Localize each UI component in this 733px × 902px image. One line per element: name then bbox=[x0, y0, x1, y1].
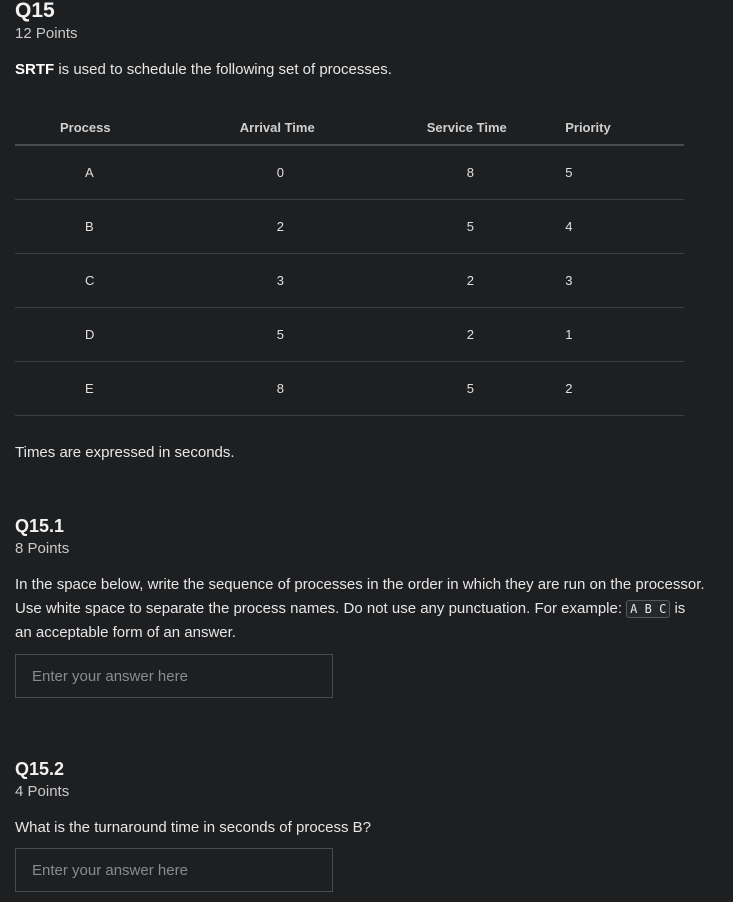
q15-1-points: 8 Points bbox=[15, 540, 70, 557]
table-cell-priority: 2 bbox=[565, 362, 684, 416]
q15-2-points: 4 Points bbox=[15, 783, 70, 800]
example-code: A B C bbox=[626, 600, 670, 618]
table-cell-arrival: 5 bbox=[231, 308, 427, 362]
table-cell-process: D bbox=[15, 308, 231, 362]
table-cell-priority: 3 bbox=[565, 254, 684, 308]
table-cell-process: B bbox=[15, 200, 231, 254]
table-cell-priority: 5 bbox=[565, 145, 684, 200]
q15-1-prompt bbox=[15, 573, 705, 645]
table-cell-arrival: 2 bbox=[231, 200, 427, 254]
table-cell-service: 8 bbox=[427, 145, 565, 200]
q15-prompt-bold: SRTF bbox=[15, 61, 55, 78]
q15-1-header bbox=[15, 515, 69, 558]
table-cell-arrival: 0 bbox=[231, 145, 427, 200]
column-header-process: Process bbox=[15, 110, 231, 145]
table-cell-service: 5 bbox=[427, 362, 565, 416]
q15-2-title: Q15.2 bbox=[15, 759, 65, 779]
table-cell-arrival: 3 bbox=[231, 254, 427, 308]
q15-points: 12 Points bbox=[15, 25, 78, 42]
table-cell-service: 2 bbox=[427, 308, 565, 362]
q15-prompt-text: is used to schedule the following set of processes. bbox=[54, 61, 392, 78]
table-cell-priority: 4 bbox=[565, 200, 684, 254]
column-header-service-time: Service Time bbox=[427, 110, 565, 145]
table-row bbox=[15, 145, 684, 200]
table-header-row bbox=[15, 110, 684, 145]
q15-1-prompt-text: In the space below, write the sequence of processes in the order in which they are run on the processor. Use white space to separate the process names. Do not use any punctuation. For example: bbox=[15, 576, 705, 617]
q15-1-title: Q15.1 bbox=[15, 516, 65, 536]
table-cell-process: C bbox=[15, 254, 231, 308]
table-cell-service: 2 bbox=[427, 254, 565, 308]
table-cell-process: E bbox=[15, 362, 231, 416]
q15-2-header bbox=[15, 758, 69, 801]
table-cell-process: A bbox=[15, 145, 231, 200]
table-row bbox=[15, 200, 684, 254]
q15-header bbox=[15, 0, 78, 43]
q15-prompt bbox=[15, 58, 715, 82]
q15-1-answer-input[interactable] bbox=[15, 654, 333, 698]
table-row bbox=[15, 308, 684, 362]
table-row bbox=[15, 254, 684, 308]
table-cell-service: 5 bbox=[427, 200, 565, 254]
q15-2-prompt: What is the turnaround time in seconds of process B? bbox=[15, 819, 372, 836]
q15-title: Q15 bbox=[15, 0, 55, 22]
q15-2-answer-input[interactable] bbox=[15, 848, 333, 892]
process-table bbox=[15, 110, 684, 416]
table-row bbox=[15, 362, 684, 416]
q15-1-prompt-text-end: is an acceptable form of an answer. bbox=[15, 600, 686, 641]
table-cell-priority: 1 bbox=[565, 308, 684, 362]
table-cell-arrival: 8 bbox=[231, 362, 427, 416]
column-header-priority: Priority bbox=[565, 110, 684, 145]
q15-note: Times are expressed in seconds. bbox=[15, 444, 235, 461]
column-header-arrival-time: Arrival Time bbox=[231, 110, 427, 145]
